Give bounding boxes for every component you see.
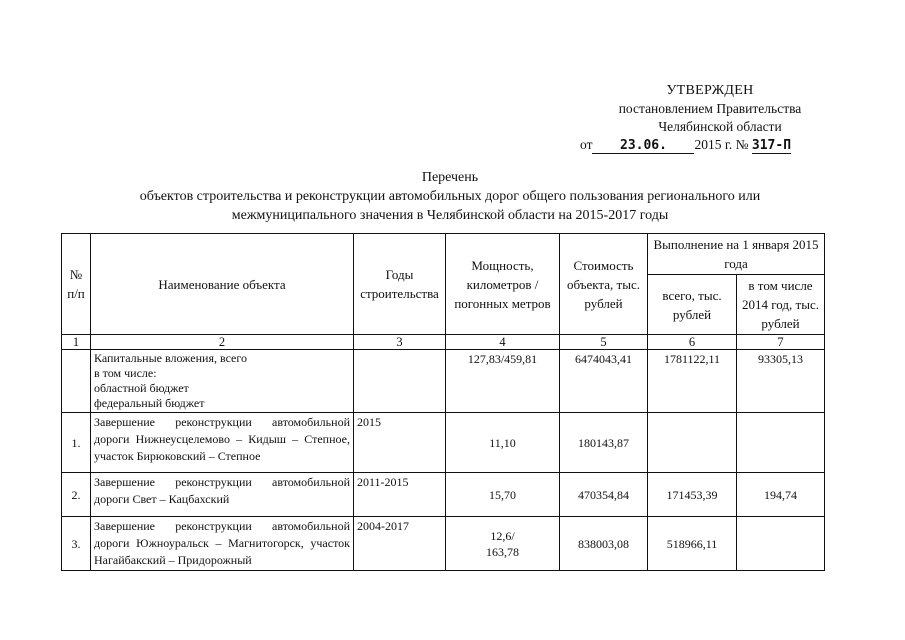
row-done-2014	[737, 413, 825, 473]
row-num: 1.	[62, 413, 91, 473]
summary-name	[91, 350, 354, 413]
header-name: Наименование объекта	[91, 234, 354, 335]
header-cost: Стоимость объекта, тыс. рублей	[560, 234, 648, 335]
header-done-total: всего, тыс. рублей	[648, 275, 737, 335]
row-name: Завершение реконструкции автомобильной дороги Нижнеусцелемово – Кидыш – Степное, участок Бирюковский – Степное	[91, 413, 354, 473]
row-cost: 838003,08	[560, 517, 648, 571]
summary-years	[354, 350, 446, 413]
row-capacity	[446, 517, 560, 571]
summary-row	[62, 350, 825, 413]
approval-region: Челябинской области	[658, 119, 782, 134]
col-index: 7	[737, 335, 825, 350]
heading-subtitle-1: объектов строительства и реконструкции автомобильных дорог общего пользования регионального или	[139, 189, 761, 204]
document-heading	[60, 168, 840, 225]
col-index: 1	[62, 335, 91, 350]
summary-done-2014: 93305,13	[737, 350, 825, 413]
row-years: 2011-2015	[354, 473, 446, 517]
summary-line-including: в том числе:	[94, 366, 157, 380]
row-capacity: 11,10	[446, 413, 560, 473]
summary-line-total: Капитальные вложения, всего	[94, 351, 247, 365]
summary-cost: 6474043,41	[560, 350, 648, 413]
row-done-2014: 194,74	[737, 473, 825, 517]
header-years: Годы строительства	[354, 234, 446, 335]
header-done-2014: в том числе 2014 год, тыс. рублей	[737, 275, 825, 335]
approval-title: УТВЕРЖДЕН	[666, 83, 754, 98]
summary-line-federal: федеральный бюджет	[94, 396, 205, 410]
column-index-row	[62, 335, 825, 350]
row-cost: 180143,87	[560, 413, 648, 473]
date-value: 23.06.	[592, 139, 694, 154]
row-num: 2.	[62, 473, 91, 517]
resolution-number: 317-П	[751, 138, 792, 153]
row-years: 2004-2017	[354, 517, 446, 571]
row-cost: 470354,84	[560, 473, 648, 517]
summary-num	[62, 350, 91, 413]
row-done-total: 171453,39	[648, 473, 737, 517]
summary-line-regional: областной бюджет	[94, 381, 189, 395]
row-capacity: 15,70	[446, 473, 560, 517]
date-suffix: 2015 г. №	[694, 137, 749, 152]
col-index: 6	[648, 335, 737, 350]
date-prefix: от	[580, 137, 593, 152]
col-index: 5	[560, 335, 648, 350]
col-index: 3	[354, 335, 446, 350]
row-done-total: 518966,11	[648, 517, 737, 571]
col-index: 4	[446, 335, 560, 350]
heading-subtitle-2: межмуниципального значения в Челябинской области на 2015-2017 годы	[231, 208, 669, 223]
approval-block	[560, 82, 860, 154]
header-num: № п/п	[62, 234, 91, 335]
header-done: Выполнение на 1 января 2015 года	[648, 234, 825, 275]
row-name: Завершение реконструкции автомобильной дороги Южноуральск – Магнитогорск, участок Нагайбакский – Придорожный	[91, 517, 354, 571]
col-index: 2	[91, 335, 354, 350]
table-row	[62, 517, 825, 571]
row-capacity-m: 163,78	[486, 544, 519, 559]
header-row	[62, 234, 825, 275]
row-done-total	[648, 413, 737, 473]
table-row	[62, 413, 825, 473]
row-years: 2015	[354, 413, 446, 473]
row-done-2014	[737, 517, 825, 571]
summary-capacity: 127,83/459,81	[446, 350, 560, 413]
row-name: Завершение реконструкции автомобильной дороги Свет – Кацбахский	[91, 473, 354, 517]
approval-issuer: постановлением Правительства	[618, 101, 802, 116]
heading-title: Перечень	[421, 170, 479, 185]
row-num: 3.	[62, 517, 91, 571]
objects-table	[61, 233, 825, 571]
header-capacity: Мощность, километров / погонных метров	[446, 234, 560, 335]
table-row	[62, 473, 825, 517]
summary-done-total: 1781122,11	[648, 350, 737, 413]
row-capacity-km: 12,6/	[490, 528, 515, 543]
approval-date-line	[580, 136, 860, 154]
